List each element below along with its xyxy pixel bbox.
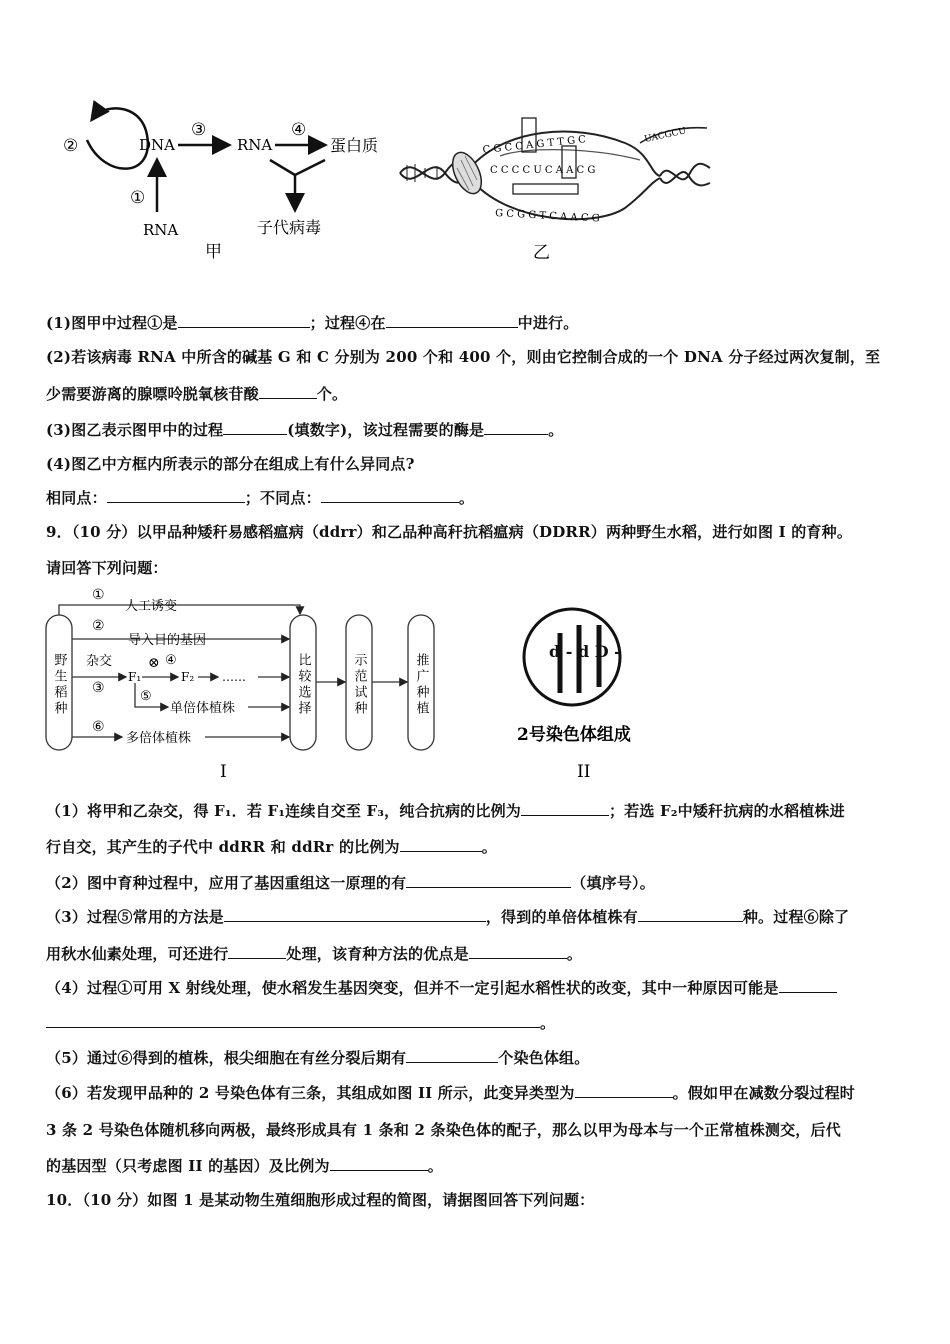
answer-blank[interactable]: [259, 384, 317, 399]
q9-text: ；若选 F₂中矮秆抗病的水稻植株进: [608, 802, 845, 820]
label-n3: ③: [191, 120, 207, 140]
answer-blank[interactable]: [321, 488, 459, 503]
caption-i: I: [220, 762, 227, 782]
q9-text: 。: [481, 838, 497, 856]
answer-blank[interactable]: [406, 1048, 498, 1063]
q9-s1-line2: [46, 836, 497, 857]
q8-text: 相同点：: [46, 489, 107, 507]
n1: ①: [92, 587, 105, 603]
cross-label: 杂交: [86, 654, 113, 669]
q8-text: 。: [548, 421, 564, 439]
q9-s4-line1: [46, 977, 837, 998]
dots: ……: [222, 670, 246, 684]
q9-text: （5）通过⑥得到的植株，根尖细胞在有丝分裂后期有: [46, 1049, 407, 1067]
haploid-label: 单倍体植株: [170, 701, 236, 716]
q9-text: （4）过程①可用 X 射线处理，使水稻发生基因突变，但并不一定引起水稻性状的改变，其中一种原因可能是: [46, 979, 779, 997]
q8-line4: [46, 419, 563, 440]
q8-line5: [46, 453, 415, 474]
q9-s6-line1: [46, 1082, 855, 1103]
q9-text: 。: [427, 1157, 443, 1175]
q9-text: 的基因型（只考虑图 II 的基因）及比例为: [46, 1157, 330, 1175]
q9-text: 用秋水仙素处理，可还进行: [46, 945, 229, 963]
path2-label: 导入目的基因: [128, 633, 207, 648]
answer-blank[interactable]: [46, 1013, 540, 1028]
q9-text: （2）图中育种过程中，应用了基因重组这一原理的有: [46, 874, 407, 892]
label-rna-top: RNA: [237, 136, 273, 154]
bottom-bases: G C G G T C A A C G: [494, 208, 600, 225]
answer-blank[interactable]: [406, 873, 571, 888]
q8-text: ；不同点：: [244, 489, 321, 507]
answer-blank[interactable]: [400, 837, 482, 852]
q9-s2: [46, 872, 655, 893]
caption-yi: 乙: [533, 243, 550, 263]
label-n2: ②: [63, 136, 79, 156]
answer-blank[interactable]: [228, 944, 286, 959]
q8-line2: [46, 346, 880, 367]
label-protein: 蛋白质: [330, 136, 379, 155]
figure-yi: [395, 98, 715, 268]
q9-text: 。: [566, 945, 583, 963]
q9-s3-line1: [46, 906, 849, 927]
answer-blank[interactable]: [575, 1083, 673, 1098]
n4: ④: [165, 653, 177, 668]
n2: ②: [92, 618, 105, 634]
q9-intro1: [46, 521, 852, 542]
q9-text: （1）将甲和乙杂交，得 F₁．若 F₁连续自交至 F₃，纯合抗病的比例为: [46, 802, 521, 820]
mid-bases: C C C C U C A A C G: [490, 165, 596, 176]
answer-blank[interactable]: [779, 978, 837, 993]
q10-text: 10．（10 分）如图 1 是某动物生殖细胞形成过程的简图，请据图回答下列问题：: [46, 1191, 595, 1209]
q9-s3-line2: [46, 943, 582, 964]
q9-text: 请回答下列问题：: [46, 559, 168, 577]
q9-s4-line2: [46, 1012, 555, 1033]
top-bases: C G C C A G T T G C: [482, 134, 587, 156]
q8-text: (4)图乙中方框内所表示的部分在组成上有什么异同点?: [46, 455, 415, 473]
q8-line3: [46, 383, 347, 404]
q8-line6: [46, 487, 474, 508]
q9-text: 处理，该育种方法的优点是: [286, 945, 469, 963]
answer-blank[interactable]: [521, 801, 609, 816]
figure-ii: [505, 595, 675, 785]
answer-blank[interactable]: [484, 420, 548, 435]
label-n4: ④: [291, 120, 307, 140]
n6: ⑥: [92, 719, 105, 735]
q8-text: (1)图甲中过程①是: [46, 314, 178, 332]
q9-text: （6）若发现甲品种的 2 号染色体有三条，其组成如图 II 所示，此变异类型为: [46, 1084, 575, 1102]
q9-text: 个染色体组。: [498, 1049, 590, 1067]
answer-blank[interactable]: [223, 420, 287, 435]
answer-blank[interactable]: [469, 944, 567, 959]
q9-text: （填序号）。: [571, 874, 655, 892]
q9-s5: [46, 1047, 589, 1068]
polyploid-label: 多倍体植株: [126, 731, 192, 746]
box-wild-text: 野生稻种: [51, 653, 67, 717]
caption-jia: 甲: [205, 242, 222, 262]
fig2-label: 2号染色体组成: [517, 725, 631, 745]
alleles: d - d D -: [549, 642, 621, 661]
f2-label: F₂: [181, 670, 195, 684]
q9-text: 9．（10 分）以甲品种矮秆易感稻瘟病（ddrr）和乙品种高秆抗稻瘟病（DDRR）两种野生水稻，进行如图 I 的育种。: [46, 523, 853, 541]
answer-blank[interactable]: [178, 313, 310, 328]
label-rna-bottom: RNA: [143, 221, 179, 239]
q8-text: ；过程④在: [309, 314, 386, 332]
q8-text: (填数字)，该过程需要的酶是: [287, 421, 485, 439]
q9-text: 行自交，其产生的子代中 ddRR 和 ddRr 的比例为: [46, 838, 400, 856]
f1-label: F₁: [128, 670, 142, 684]
hidden-bar: [513, 184, 578, 194]
label-offspring: 子代病毒: [257, 218, 322, 237]
q8-text: 少需要游离的腺嘌呤脱氧核苷酸: [46, 385, 259, 403]
q8-text: 。: [458, 489, 475, 507]
answer-blank[interactable]: [224, 907, 486, 922]
answer-blank[interactable]: [638, 907, 743, 922]
caption-ii: II: [577, 762, 591, 782]
q9-text: 3 条 2 号染色体随机移向两极，最终形成具有 1 条和 2 条染色体的配子，那么以甲为母本与一个正常植株测交，后代: [46, 1121, 841, 1139]
q9-s6-line2: [46, 1119, 841, 1140]
box-demo-text: 示范试种: [351, 653, 367, 717]
q8-text: (3)图乙表示图甲中的过程: [46, 421, 224, 439]
q9-text: 。: [540, 1014, 556, 1032]
q8-line1: [46, 312, 578, 333]
figure-i: [40, 585, 445, 785]
q9-s6-line3: [46, 1155, 443, 1176]
answer-blank[interactable]: [386, 313, 518, 328]
q9-text: ，得到的单倍体植株有: [485, 908, 638, 926]
n3: ③: [92, 680, 105, 696]
tail-bases: UACGCU: [643, 126, 688, 145]
q8-text: (2)若该病毒 RNA 中所含的碱基 G 和 C 分别为 200 个和 400 个，则由它控制合成的一个 DNA 分子经过两次复制，至: [46, 348, 881, 366]
answer-blank[interactable]: [107, 488, 245, 503]
q9-text: （3）过程⑤常用的方法是: [46, 908, 224, 926]
q8-text: 个。: [316, 385, 348, 403]
n5: ⑤: [140, 689, 152, 704]
self-symbol: ⊗: [148, 655, 160, 671]
q8-text: 中进行。: [517, 314, 579, 332]
box-promote-text: 推广种植: [413, 653, 429, 717]
answer-blank[interactable]: [330, 1156, 428, 1171]
box-compare-text: 比较选择: [295, 653, 311, 717]
label-n1: ①: [130, 188, 146, 208]
figure-jia: [55, 100, 395, 265]
label-dna: DNA: [139, 136, 175, 154]
q9-intro2: [46, 557, 168, 578]
q9-text: 。假如甲在减数分裂过程时: [672, 1084, 856, 1102]
q9-text: 种。过程⑥除了: [742, 908, 850, 926]
q9-s1-line1: [46, 800, 845, 821]
path1-label: 人工诱变: [125, 599, 178, 614]
q10-intro: [46, 1189, 594, 1210]
